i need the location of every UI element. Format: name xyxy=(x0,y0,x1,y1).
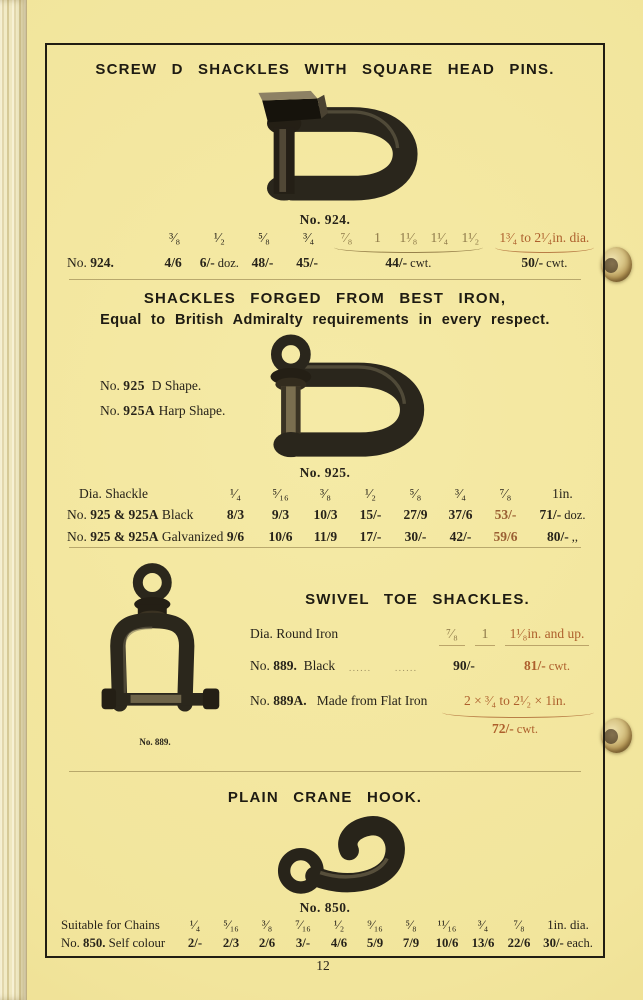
size-cell: 1¹⁄₈ xyxy=(399,230,418,245)
size-range-text: 2 × ³⁄₄ to 2¹⁄₂ × 1in. xyxy=(463,693,567,708)
size-cell: 1¹⁄₂ xyxy=(461,230,480,245)
size-cell: ¹⁄₄ xyxy=(229,486,241,501)
price-cell: 9/3 xyxy=(271,507,290,522)
size-cell: ⁹⁄₁₆ xyxy=(367,918,383,932)
price-cell: 5/9 xyxy=(366,936,384,950)
row-label: No. 925 & 925A Black xyxy=(67,507,194,522)
shackle-925-illustration xyxy=(237,334,432,462)
price-cell: 81/- cwt. xyxy=(524,658,570,673)
row-889a-label: No. 889A. Made from Flat Iron xyxy=(250,693,428,708)
price-cell: 6/- doz. xyxy=(199,255,239,270)
size-cell: ⁵⁄₈ xyxy=(405,918,417,932)
row-label: No. 850. Self colour xyxy=(61,936,166,950)
price-cell: 27/9 xyxy=(403,507,428,522)
brass-fastener-top xyxy=(601,247,632,282)
table-925-galvanized-row xyxy=(63,529,597,545)
variant-925 xyxy=(100,378,201,394)
price-cell: 53/- xyxy=(494,507,517,522)
table-925-black-row xyxy=(63,507,597,523)
table-924-sizes-row xyxy=(55,230,597,253)
row-label-prefix: No. xyxy=(67,255,87,270)
underline-dash xyxy=(439,645,465,646)
size-cell: ⁵⁄₁₆ xyxy=(272,486,289,501)
underline-dash xyxy=(505,645,589,646)
price-cell: 17/- xyxy=(359,529,382,544)
page-border-frame xyxy=(45,43,605,958)
variant-name: Harp Shape. xyxy=(158,403,226,418)
price-cell: 45/- xyxy=(296,255,319,270)
price-cell: 10/3 xyxy=(313,507,338,522)
size-cell: ¹⁄₂ xyxy=(333,918,345,932)
group-price-cell: 44/- cwt. xyxy=(385,255,432,270)
section2-title: SHACKLES FORGED FROM BEST IRON, xyxy=(143,290,507,307)
variant-name: D Shape. xyxy=(151,378,202,393)
row-889-label: No. 889. Black xyxy=(250,658,336,673)
section1-title: SCREW D SHACKLES WITH SQUARE HEAD PINS. xyxy=(95,61,555,78)
size-cell: ¹⁄₂ xyxy=(364,486,376,501)
table-850-price-row xyxy=(55,936,599,951)
section-divider xyxy=(69,279,581,280)
size-cell: ³⁄₄ xyxy=(303,230,315,245)
size-cell: ¹¹⁄₁₆ xyxy=(437,918,457,932)
size-range-text: 1¹⁄₈in. and up. xyxy=(509,626,585,641)
header-label: Dia. Shackle xyxy=(79,486,148,501)
size-cell: ¹⁄₄ xyxy=(189,918,201,932)
section2-subtitle: Equal to British Admiralty requirements in every respect. xyxy=(100,312,550,328)
underline-dash xyxy=(475,645,495,646)
price-cell: 90/- xyxy=(453,658,475,673)
size-cell: 1in. xyxy=(552,486,573,501)
size-range-text: 1³⁄₄ to 2¹⁄₄in. dia. xyxy=(499,230,590,245)
variant-number: 925 xyxy=(123,378,145,393)
page-edge-stack xyxy=(0,0,27,1000)
price-cell: 11/9 xyxy=(313,529,338,544)
header-label: Suitable for Chains xyxy=(61,918,160,932)
price-cell: 7/9 xyxy=(402,936,420,950)
section4-title: PLAIN CRANE HOOK. xyxy=(227,789,423,806)
price-cell: 72/- cwt. xyxy=(492,721,538,736)
row-label-number: 924. xyxy=(90,255,114,270)
price-cell: 10/6 xyxy=(435,936,459,950)
range-price-cell: 50/- cwt. xyxy=(521,255,568,270)
price-cell: 30/- each. xyxy=(543,936,593,950)
price-cell: 2/6 xyxy=(258,936,276,950)
row-label: No. 925 & 925A Galvanized xyxy=(67,529,224,544)
caption-924: No. 924. xyxy=(299,212,351,227)
size-cell: ⁵⁄₁₆ xyxy=(223,918,239,932)
price-cell: 2/3 xyxy=(222,936,240,950)
dotted-leader: ...... xyxy=(349,663,372,673)
size-cell: ⁷⁄₈ xyxy=(499,486,512,501)
price-cell: 30/- xyxy=(404,529,427,544)
size-cell: ⁷⁄₈ xyxy=(513,918,525,932)
size-group xyxy=(331,230,486,253)
underbrace xyxy=(495,247,594,253)
size-cell: ⁵⁄₈ xyxy=(409,486,422,501)
price-cell: 37/6 xyxy=(448,507,473,522)
section-divider xyxy=(69,771,581,772)
page-number: 12 xyxy=(316,958,330,973)
table-850-sizes-row xyxy=(55,918,599,933)
section3-title: SWIVEL TOE SHACKLES. xyxy=(305,591,530,608)
price-cell: 71/- doz. xyxy=(539,507,586,522)
size-cell: ⁷⁄₈ xyxy=(340,230,353,245)
table-924-price-row xyxy=(55,255,597,271)
size-cell: ³⁄₈ xyxy=(319,486,331,501)
variant-prefix: No. xyxy=(100,403,120,418)
variant-number: 925A xyxy=(123,403,156,418)
size-cell: ³⁄₈ xyxy=(169,230,181,245)
price-cell: 10/6 xyxy=(268,529,293,544)
size-cell: 1 xyxy=(374,230,381,245)
price-cell: 13/6 xyxy=(471,936,495,950)
size-cell: ⁷⁄₁₆ xyxy=(295,918,311,932)
price-cell: 22/6 xyxy=(507,936,531,950)
caption-850: No. 850. xyxy=(299,900,351,915)
price-cell: 9/6 xyxy=(226,529,245,544)
price-cell: 48/- xyxy=(251,255,274,270)
size-cell: ¹⁄₂ xyxy=(213,230,225,245)
size-cell: ³⁄₈ xyxy=(261,918,273,932)
price-cell: 59/6 xyxy=(493,529,518,544)
size-cell: ⁵⁄₈ xyxy=(258,230,270,245)
price-cell: 80/- ,, xyxy=(547,529,578,544)
table-925-header-row xyxy=(63,486,597,502)
crane-hook-850-illustration xyxy=(250,811,430,899)
price-cell: 8/3 xyxy=(226,507,245,522)
row-label xyxy=(55,255,152,271)
variant-925a xyxy=(100,403,225,419)
shackle-889-illustration xyxy=(71,559,239,747)
section-divider xyxy=(69,547,581,548)
size-cell: 1in. dia. xyxy=(547,918,589,932)
size-cell: ³⁄₄ xyxy=(454,486,466,501)
caption-889-small: No. 889. xyxy=(139,737,171,747)
price-cell: 3/- xyxy=(295,936,311,950)
size-cell: ⁷⁄₈ xyxy=(446,626,458,641)
price-cell: 4/6 xyxy=(164,255,182,270)
size-cell: 1¹⁄₄ xyxy=(430,230,449,245)
size-cell: ³⁄₄ xyxy=(477,918,489,932)
dotted-leader: ...... xyxy=(395,663,418,673)
brass-fastener-bottom xyxy=(601,718,632,753)
shackle-924-illustration xyxy=(225,89,430,211)
size-range xyxy=(492,230,597,253)
price-cell: 15/- xyxy=(359,507,382,522)
caption-925: No. 925. xyxy=(299,465,351,480)
price-cell: 4/6 xyxy=(330,936,348,950)
size-cell: 1 xyxy=(481,626,489,641)
dia-round-iron-label: Dia. Round Iron xyxy=(250,626,339,641)
underbrace xyxy=(334,247,483,253)
variant-prefix: No. xyxy=(100,378,120,393)
price-cell: 42/- xyxy=(449,529,472,544)
underbrace xyxy=(442,712,594,718)
price-cell: 2/- xyxy=(187,936,203,950)
